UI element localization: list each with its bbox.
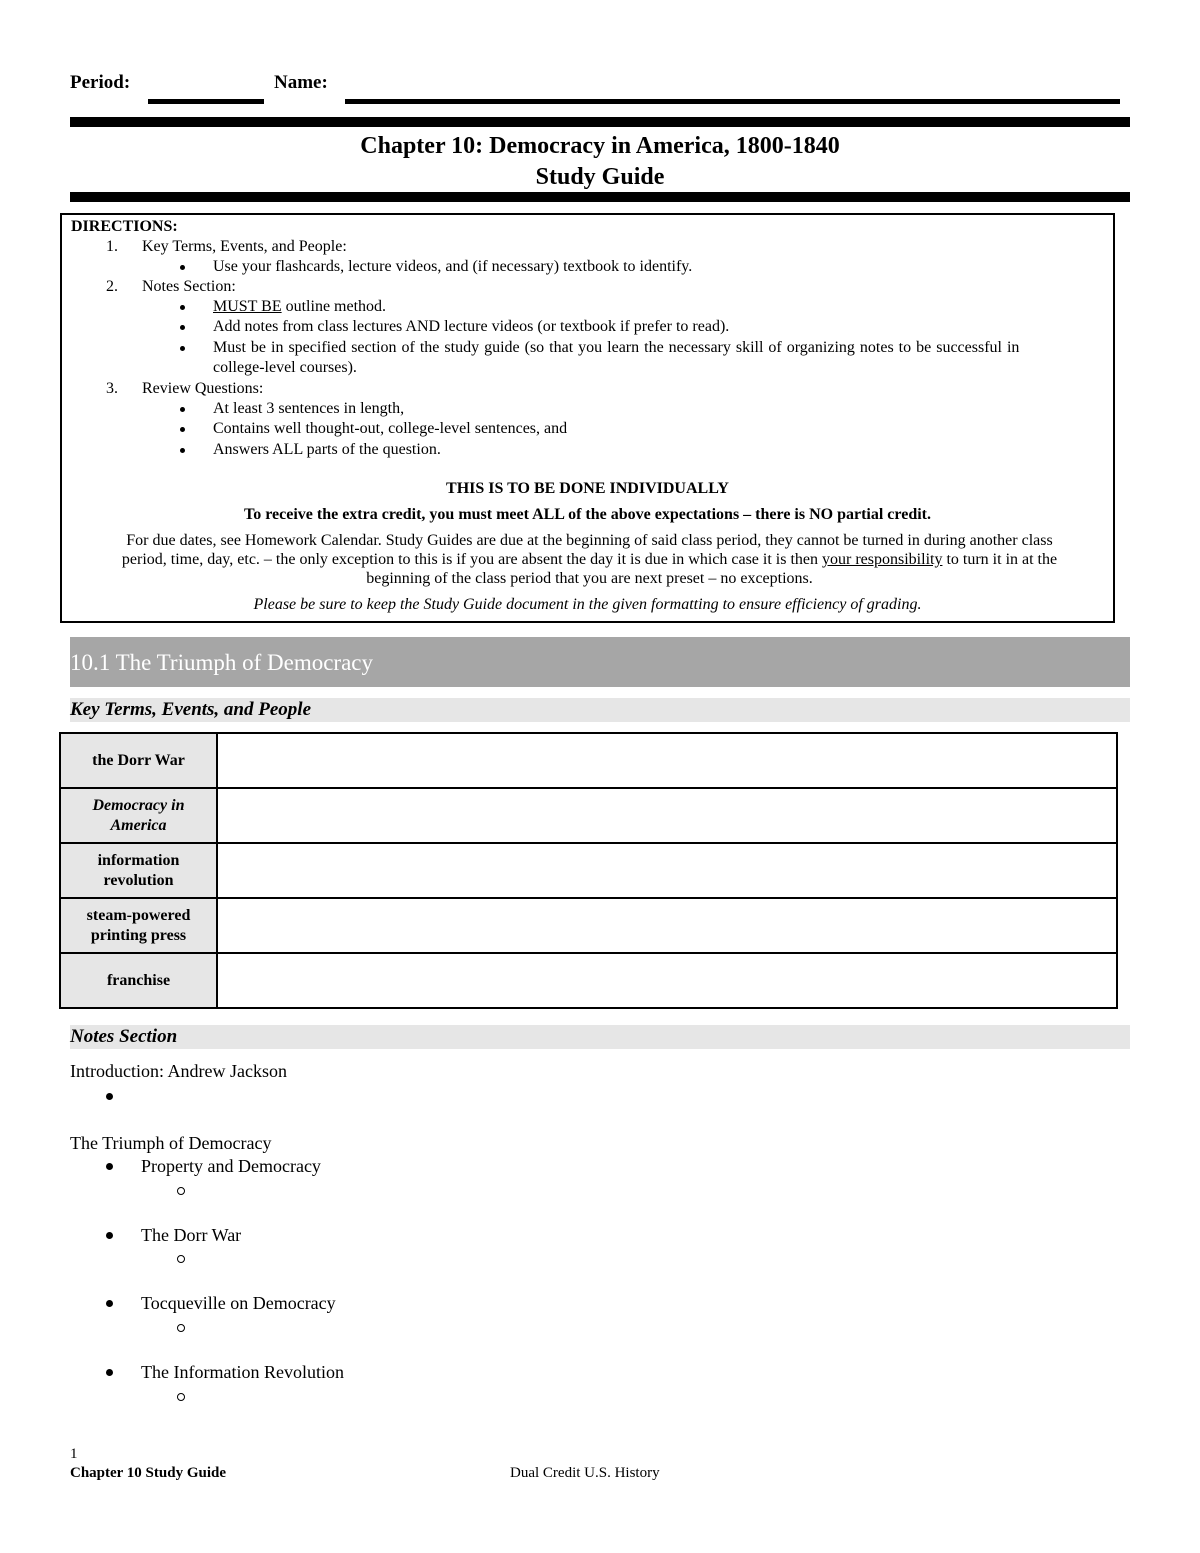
bullet-icon: [106, 1300, 113, 1307]
directions-heading: DIRECTIONS:: [71, 218, 178, 235]
directions-bullet-text: outline method.: [285, 298, 387, 315]
directions-bullet: Must be in specified section of the study guide (so that you learn the necessary skill of organizing notes to be successful in: [213, 339, 1020, 356]
bullet-icon: [180, 427, 185, 432]
due-dates-paragraph: [72, 531, 1107, 588]
term-cell: [60, 843, 217, 898]
term-label: Democracy in: [92, 796, 185, 814]
directions-bullet: Add notes from class lectures AND lecture videos (or textbook if prefer to read).: [213, 318, 730, 335]
term-cell: [60, 733, 217, 788]
definition-cell[interactable]: [217, 788, 1117, 843]
notes-heading: Notes Section: [70, 1025, 1130, 1049]
term-label: steam-powered: [86, 906, 191, 924]
extra-credit-notice: To receive the extra credit, you must meet ALL of the above expectations – there is NO partial credit.: [244, 506, 931, 523]
bullet-icon: [180, 407, 185, 412]
bullet-icon: [106, 1369, 113, 1376]
directions-item-1: Key Terms, Events, and People:: [142, 238, 347, 255]
directions-num-1: 1.: [106, 238, 118, 255]
circle-bullet-icon: [177, 1393, 185, 1401]
term-cell: [60, 898, 217, 953]
bullet-icon: [180, 265, 185, 270]
notes-intro: Introduction: Andrew Jackson: [70, 1061, 287, 1081]
name-label: Name:: [274, 72, 328, 93]
responsibility-text: your responsibility: [822, 551, 943, 568]
directions-bullet: At least 3 sentences in length,: [213, 400, 405, 417]
period-field[interactable]: [148, 99, 264, 104]
directions-item-2: Notes Section:: [142, 278, 236, 295]
format-note: Please be sure to keep the Study Guide document in the given formatting to ensure efficiency of grading.: [253, 596, 922, 613]
table-row: [60, 898, 1117, 953]
definition-cell[interactable]: [217, 898, 1117, 953]
footer-center: Dual Credit U.S. History: [510, 1465, 660, 1481]
due-line: beginning of the class period that you are next preset – no exceptions.: [366, 570, 813, 587]
bullet-icon: [180, 305, 185, 310]
page-number: 1: [70, 1446, 78, 1462]
directions-item-3: Review Questions:: [142, 380, 264, 397]
definition-cell[interactable]: [217, 843, 1117, 898]
document-title: [70, 131, 1130, 193]
bullet-icon: [106, 1232, 113, 1239]
table-row: [60, 843, 1117, 898]
term-label: printing press: [90, 926, 187, 944]
term-label: revolution: [103, 871, 174, 889]
directions-box: [60, 213, 1115, 623]
table-row: [60, 788, 1117, 843]
term-cell: [60, 953, 217, 1008]
bottom-rule: [70, 192, 1130, 202]
directions-bullet: Contains well thought-out, college-level sentences, and: [213, 420, 568, 437]
bullet-icon: [180, 325, 185, 330]
period-label: Period:: [70, 72, 131, 93]
notes-topic: The Information Revolution: [141, 1362, 344, 1382]
name-field[interactable]: [345, 99, 1120, 104]
chapter-title: Chapter 10: Democracy in America, 1800-1840: [360, 133, 840, 159]
due-line: [72, 550, 1107, 569]
term-label: information: [97, 851, 180, 869]
bullet-icon: [180, 448, 185, 453]
directions-bullet: [213, 297, 386, 317]
circle-bullet-icon: [177, 1187, 185, 1195]
definition-cell[interactable]: [217, 953, 1117, 1008]
term-cell: [60, 788, 217, 843]
notes-topic: Property and Democracy: [141, 1156, 321, 1176]
table-row: [60, 953, 1117, 1008]
bullet-icon: [106, 1163, 113, 1170]
definition-cell[interactable]: [217, 733, 1117, 788]
circle-bullet-icon: [177, 1255, 185, 1263]
term-label: the Dorr War: [92, 751, 185, 769]
directions-bullet: Answers ALL parts of the question.: [213, 441, 441, 458]
due-line: For due dates, see Homework Calendar. Study Guides are due at the beginning of said class period, they cannot be turned in during another class: [126, 532, 1053, 549]
directions-num-2: 2.: [106, 278, 118, 295]
study-guide-subtitle: Study Guide: [535, 164, 665, 190]
directions-bullet: Use your flashcards, lecture videos, and (if necessary) textbook to identify.: [213, 258, 693, 275]
must-be-text: MUST BE: [213, 298, 282, 315]
key-terms-heading: Key Terms, Events, and People: [70, 698, 1130, 722]
key-terms-table: [59, 732, 1118, 1009]
table-row: [60, 733, 1117, 788]
notes-topic: Tocqueville on Democracy: [141, 1293, 336, 1313]
bullet-icon: [106, 1093, 113, 1100]
footer-left: Chapter 10 Study Guide: [70, 1465, 227, 1481]
due-text: period, time, day, etc. – the only exception to this is if you are absent the day it is due in which case it is then: [121, 551, 823, 568]
circle-bullet-icon: [177, 1324, 185, 1332]
notes-topic: The Dorr War: [141, 1225, 242, 1245]
section-header: 10.1 The Triumph of Democracy: [70, 637, 1130, 687]
term-label: America: [110, 816, 167, 834]
top-rule: [70, 117, 1130, 127]
term-label: franchise: [106, 971, 171, 989]
individually-notice: THIS IS TO BE DONE INDIVIDUALLY: [446, 480, 729, 497]
directions-num-3: 3.: [106, 380, 118, 397]
directions-bullet: college-level courses).: [213, 359, 357, 376]
due-text: to turn it in at the: [942, 551, 1058, 568]
notes-triumph: The Triumph of Democracy: [70, 1133, 272, 1153]
bullet-icon: [180, 346, 185, 351]
